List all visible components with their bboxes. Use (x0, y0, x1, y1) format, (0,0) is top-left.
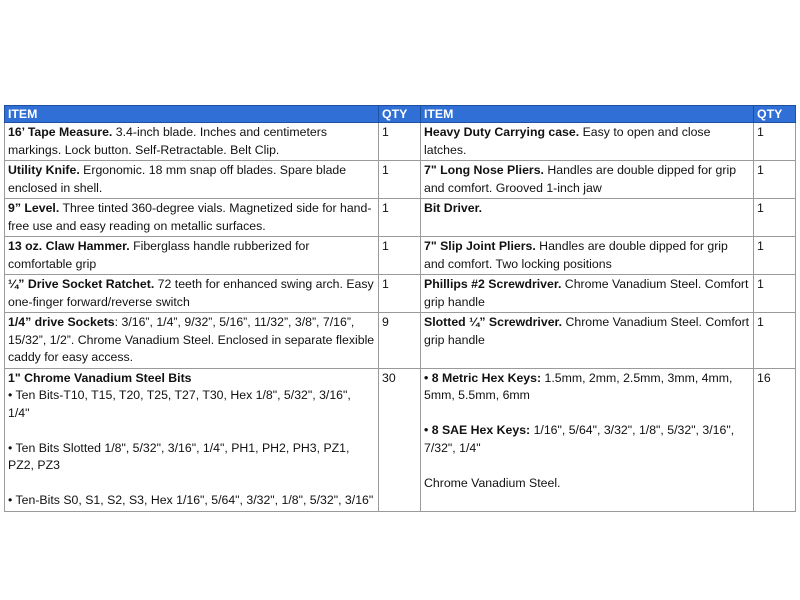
qty-cell: 1 (754, 313, 796, 369)
table-row (5, 275, 796, 313)
item-description: 1/16", 5/64", 3/32", 1/8", 5/32", 3/16", 7/32", 1/4" (424, 423, 735, 455)
qty-cell: 1 (754, 123, 796, 161)
header-item-left: ITEM (5, 106, 379, 123)
bits-title: 1" Chrome Vanadium Steel Bits (8, 370, 192, 385)
item-cell (421, 161, 754, 199)
item-name: ¼” Drive Socket Ratchet. (8, 277, 155, 291)
item-cell (421, 313, 754, 369)
item-description: Chrome Vanadium Steel. Comfort grip handle (424, 315, 750, 347)
qty-cell: 1 (754, 199, 796, 237)
hex-keys-note: Chrome Vanadium Steel. (424, 475, 561, 490)
item-description: Three tinted 360-degree vials. Magnetized side for hand-free use and easy reading on metallic surfaces. (8, 201, 372, 233)
item-cell (421, 368, 754, 511)
table-row (5, 123, 796, 161)
item-name: • 8 Metric Hex Keys: (424, 370, 542, 385)
item-description: 72 teeth for enhanced swing arch. Easy one-finger forward/reverse switch (8, 277, 374, 309)
item-cell (5, 368, 379, 511)
qty-cell: 16 (754, 368, 796, 511)
item-description: Ergonomic. 18 mm snap off blades. Spare blade enclosed in shell. (8, 163, 347, 195)
item-cell (5, 237, 379, 275)
item-description: Easy to open and close latches. (424, 125, 711, 157)
table-row (5, 313, 796, 369)
metric-hex-keys (424, 370, 750, 405)
table-row (5, 237, 796, 275)
qty-cell: 1 (379, 199, 421, 237)
qty-cell: 1 (754, 161, 796, 199)
qty-cell: 1 (379, 275, 421, 313)
tool-kit-table (4, 105, 796, 512)
item-name: 13 oz. Claw Hammer. (8, 239, 130, 253)
item-description: 3.4-inch blade. Inches and centimeters markings. Lock button. Self-Retractable. Belt Clip. (8, 125, 327, 157)
qty-cell: 1 (754, 275, 796, 313)
table-row (5, 161, 796, 199)
item-cell (5, 313, 379, 369)
bits-line-3: • Ten-Bits S0, S1, S2, S3, Hex 1/16", 5/64", 3/32", 1/8", 5/32", 3/16" (8, 493, 374, 507)
item-name: Heavy Duty Carrying case. (424, 125, 580, 139)
item-description: Handles are double dipped for grip and comfort. Two locking positions (424, 239, 728, 271)
qty-cell: 1 (379, 161, 421, 199)
bits-line-1: • Ten Bits-T10, T15, T20, T25, T27, T30, Hex 1/8", 5/32", 3/16", 1/4" (8, 388, 351, 420)
item-description: : 3/16”, 1/4”, 9/32”, 5/16”, 11/32”, 3/8”, 7/16”, 15/32”, 1/2”. Chrome Vanadium Steel. Enclosed in separate flexible caddy for easy access. (8, 315, 375, 364)
item-name: Slotted ¼” Screwdriver. (424, 315, 563, 329)
table-row (5, 368, 796, 511)
item-description: Handles are double dipped for grip and comfort. Grooved 1-inch jaw (424, 163, 737, 195)
item-name: Phillips #2 Screwdriver. (424, 277, 562, 291)
item-name: 1/4” drive Sockets (8, 315, 115, 329)
header-qty-left: QTY (379, 106, 421, 123)
item-cell (421, 237, 754, 275)
qty-cell: 1 (379, 237, 421, 275)
qty-cell: 9 (379, 313, 421, 369)
item-name: 7" Slip Joint Pliers. (424, 239, 536, 253)
sae-hex-keys (424, 422, 750, 457)
item-cell (5, 161, 379, 199)
item-description: 1.5mm, 2mm, 2.5mm, 3mm, 4mm, 5mm, 5.5mm, 6mm (424, 370, 733, 402)
header-qty-right: QTY (754, 106, 796, 123)
item-cell (421, 123, 754, 161)
qty-cell: 30 (379, 368, 421, 511)
qty-cell: 1 (379, 123, 421, 161)
item-cell (421, 275, 754, 313)
item-cell (5, 123, 379, 161)
item-name: 7" Long Nose Pliers. (424, 163, 544, 177)
header-row (5, 106, 796, 123)
table-row (5, 199, 796, 237)
item-cell (5, 199, 379, 237)
item-name: Utility Knife. (8, 163, 80, 177)
header-item-right: ITEM (421, 106, 754, 123)
item-description: Chrome Vanadium Steel. Comfort grip handle (424, 277, 749, 309)
item-cell (5, 275, 379, 313)
item-description: Fiberglass handle rubberized for comfortable grip (8, 239, 310, 271)
item-name: 9” Level. (8, 201, 60, 215)
item-name: Bit Driver. (424, 201, 483, 215)
item-name: 16’ Tape Measure. (8, 125, 113, 139)
item-cell (421, 199, 754, 237)
bits-line-2: • Ten Bits Slotted 1/8", 5/32", 3/16", 1/4", PH1, PH2, PH3, PZ1, PZ2, PZ3 (8, 440, 350, 472)
item-name: • 8 SAE Hex Keys: (424, 423, 531, 437)
qty-cell: 1 (754, 237, 796, 275)
